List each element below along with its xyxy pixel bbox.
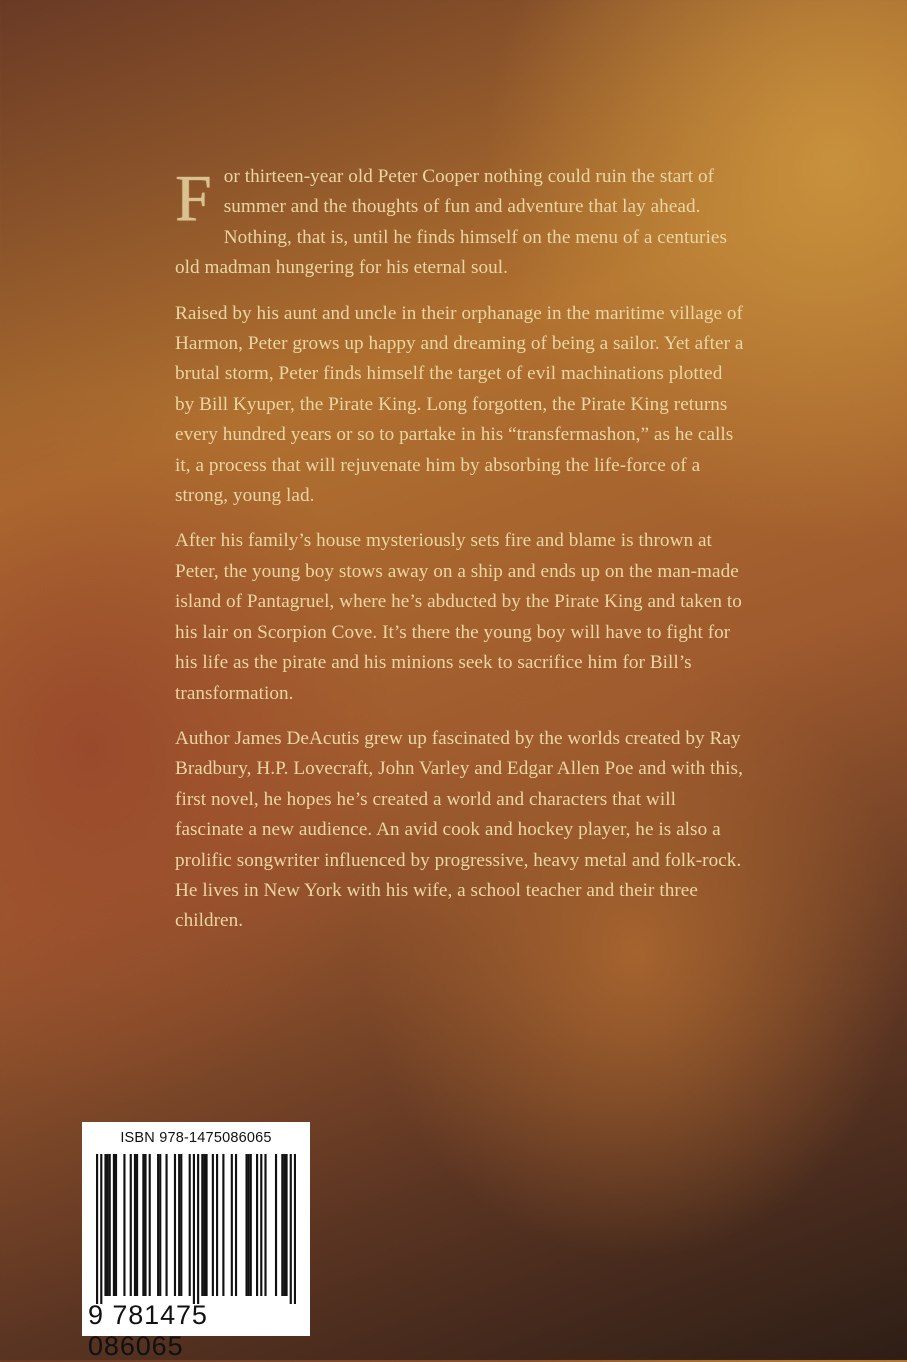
barcode-bar — [189, 1154, 191, 1296]
barcode-bar — [290, 1154, 292, 1304]
barcode-bar — [294, 1154, 296, 1304]
barcode-bar — [275, 1154, 277, 1296]
barcode-bar — [231, 1154, 233, 1296]
barcode-bar — [260, 1154, 262, 1296]
barcode-bar — [107, 1154, 109, 1296]
barcode-bar — [248, 1154, 250, 1296]
barcode-graphic — [96, 1154, 296, 1304]
isbn-barcode-block — [82, 1122, 310, 1361]
barcode-bar — [123, 1154, 125, 1296]
barcode-bar — [180, 1154, 182, 1296]
barcode-bar — [285, 1154, 287, 1296]
barcode-bar — [136, 1154, 138, 1296]
barcode-bar — [197, 1154, 199, 1304]
barcode-bar — [104, 1154, 106, 1296]
book-blurb — [175, 162, 745, 952]
blurb-paragraph-3: After his family’s house mysteriously sets fire and blame is thrown at Peter, the young boy stows away on a ship and ends up on the man-made island of Pantagruel, where he’s abducted by the Pirate King and taken to his lair on Scorpion Cove. It’s there the young boy will have to fight for his life as the pirate and his minions seek to sacrifice him for Bill’s transformation. — [175, 530, 742, 704]
barcode-bar — [134, 1154, 136, 1296]
barcode-bar — [203, 1154, 205, 1296]
barcode-bar — [96, 1154, 98, 1304]
barcode-bar — [216, 1154, 218, 1296]
barcode-digits: 9 781475 086065 — [88, 1300, 208, 1361]
barcode-bar — [281, 1154, 283, 1296]
barcode-bar — [174, 1154, 176, 1296]
barcode-bar — [235, 1154, 237, 1296]
barcode-bar — [115, 1154, 117, 1296]
barcode-bar — [222, 1154, 224, 1296]
barcode-bar — [205, 1154, 207, 1296]
isbn-label: ISBN 978-1475086065 — [120, 1130, 272, 1146]
barcode-bar — [178, 1154, 180, 1296]
barcode-bar — [250, 1154, 252, 1296]
barcode-bar — [157, 1154, 159, 1296]
barcode-bar — [283, 1154, 285, 1296]
blurb-paragraph-1-text: or thirteen-year old Peter Cooper nothing could ruin the start of summer and the thoughts of fun and adventure that lay ahead. Nothing, that is, until he finds himself on the menu of a centuries old madman hungering for his eternal soul. — [175, 166, 727, 279]
barcode-bar — [165, 1154, 167, 1296]
barcode-bar — [113, 1154, 115, 1296]
barcode-bar — [142, 1154, 144, 1296]
blurb-paragraph-2: Raised by his aunt and uncle in their orphanage in the maritime village of Harmon, Peter grows up happy and dreaming of being a sailor. Yet after a brutal storm, Peter finds himself the target of evil machinations plotted by Bill Kyuper, the Pirate King. Long forgotten, the Pirate King returns every hundred years or so to partake in his “transfermashon,” as he calls it, a process that will rejuvenate him by absorbing the life-force of a strong, young lad. — [175, 302, 744, 507]
drop-cap: F — [175, 162, 212, 235]
barcode-bar — [264, 1154, 266, 1296]
barcode-bar — [245, 1154, 247, 1296]
barcode-bar — [193, 1154, 195, 1304]
barcode-bar — [100, 1154, 102, 1304]
barcode-bar — [159, 1154, 161, 1296]
author-bio-paragraph: Author James DeAcutis grew up fascinated by the worlds created by Ray Bradbury, H.P. Lovecraft, John Varley and Edgar Allen Poe and with this, first novel, he hopes he’s created a world and characters that will fascinate a new audience. An avid cook and hockey player, he is also a prolific songwriter influenced by progressive, heavy metal and folk-rock. He lives in New York with his wife, a school teacher and their three children. — [175, 727, 743, 932]
barcode-bar — [144, 1154, 146, 1296]
blurb-paragraph-1 — [175, 162, 745, 284]
barcode-bar — [149, 1154, 151, 1296]
barcode-bar — [256, 1154, 258, 1296]
barcode-bar — [109, 1154, 111, 1296]
barcode-bar — [130, 1154, 132, 1296]
barcode-bar — [201, 1154, 203, 1296]
barcode-bar — [212, 1154, 214, 1296]
